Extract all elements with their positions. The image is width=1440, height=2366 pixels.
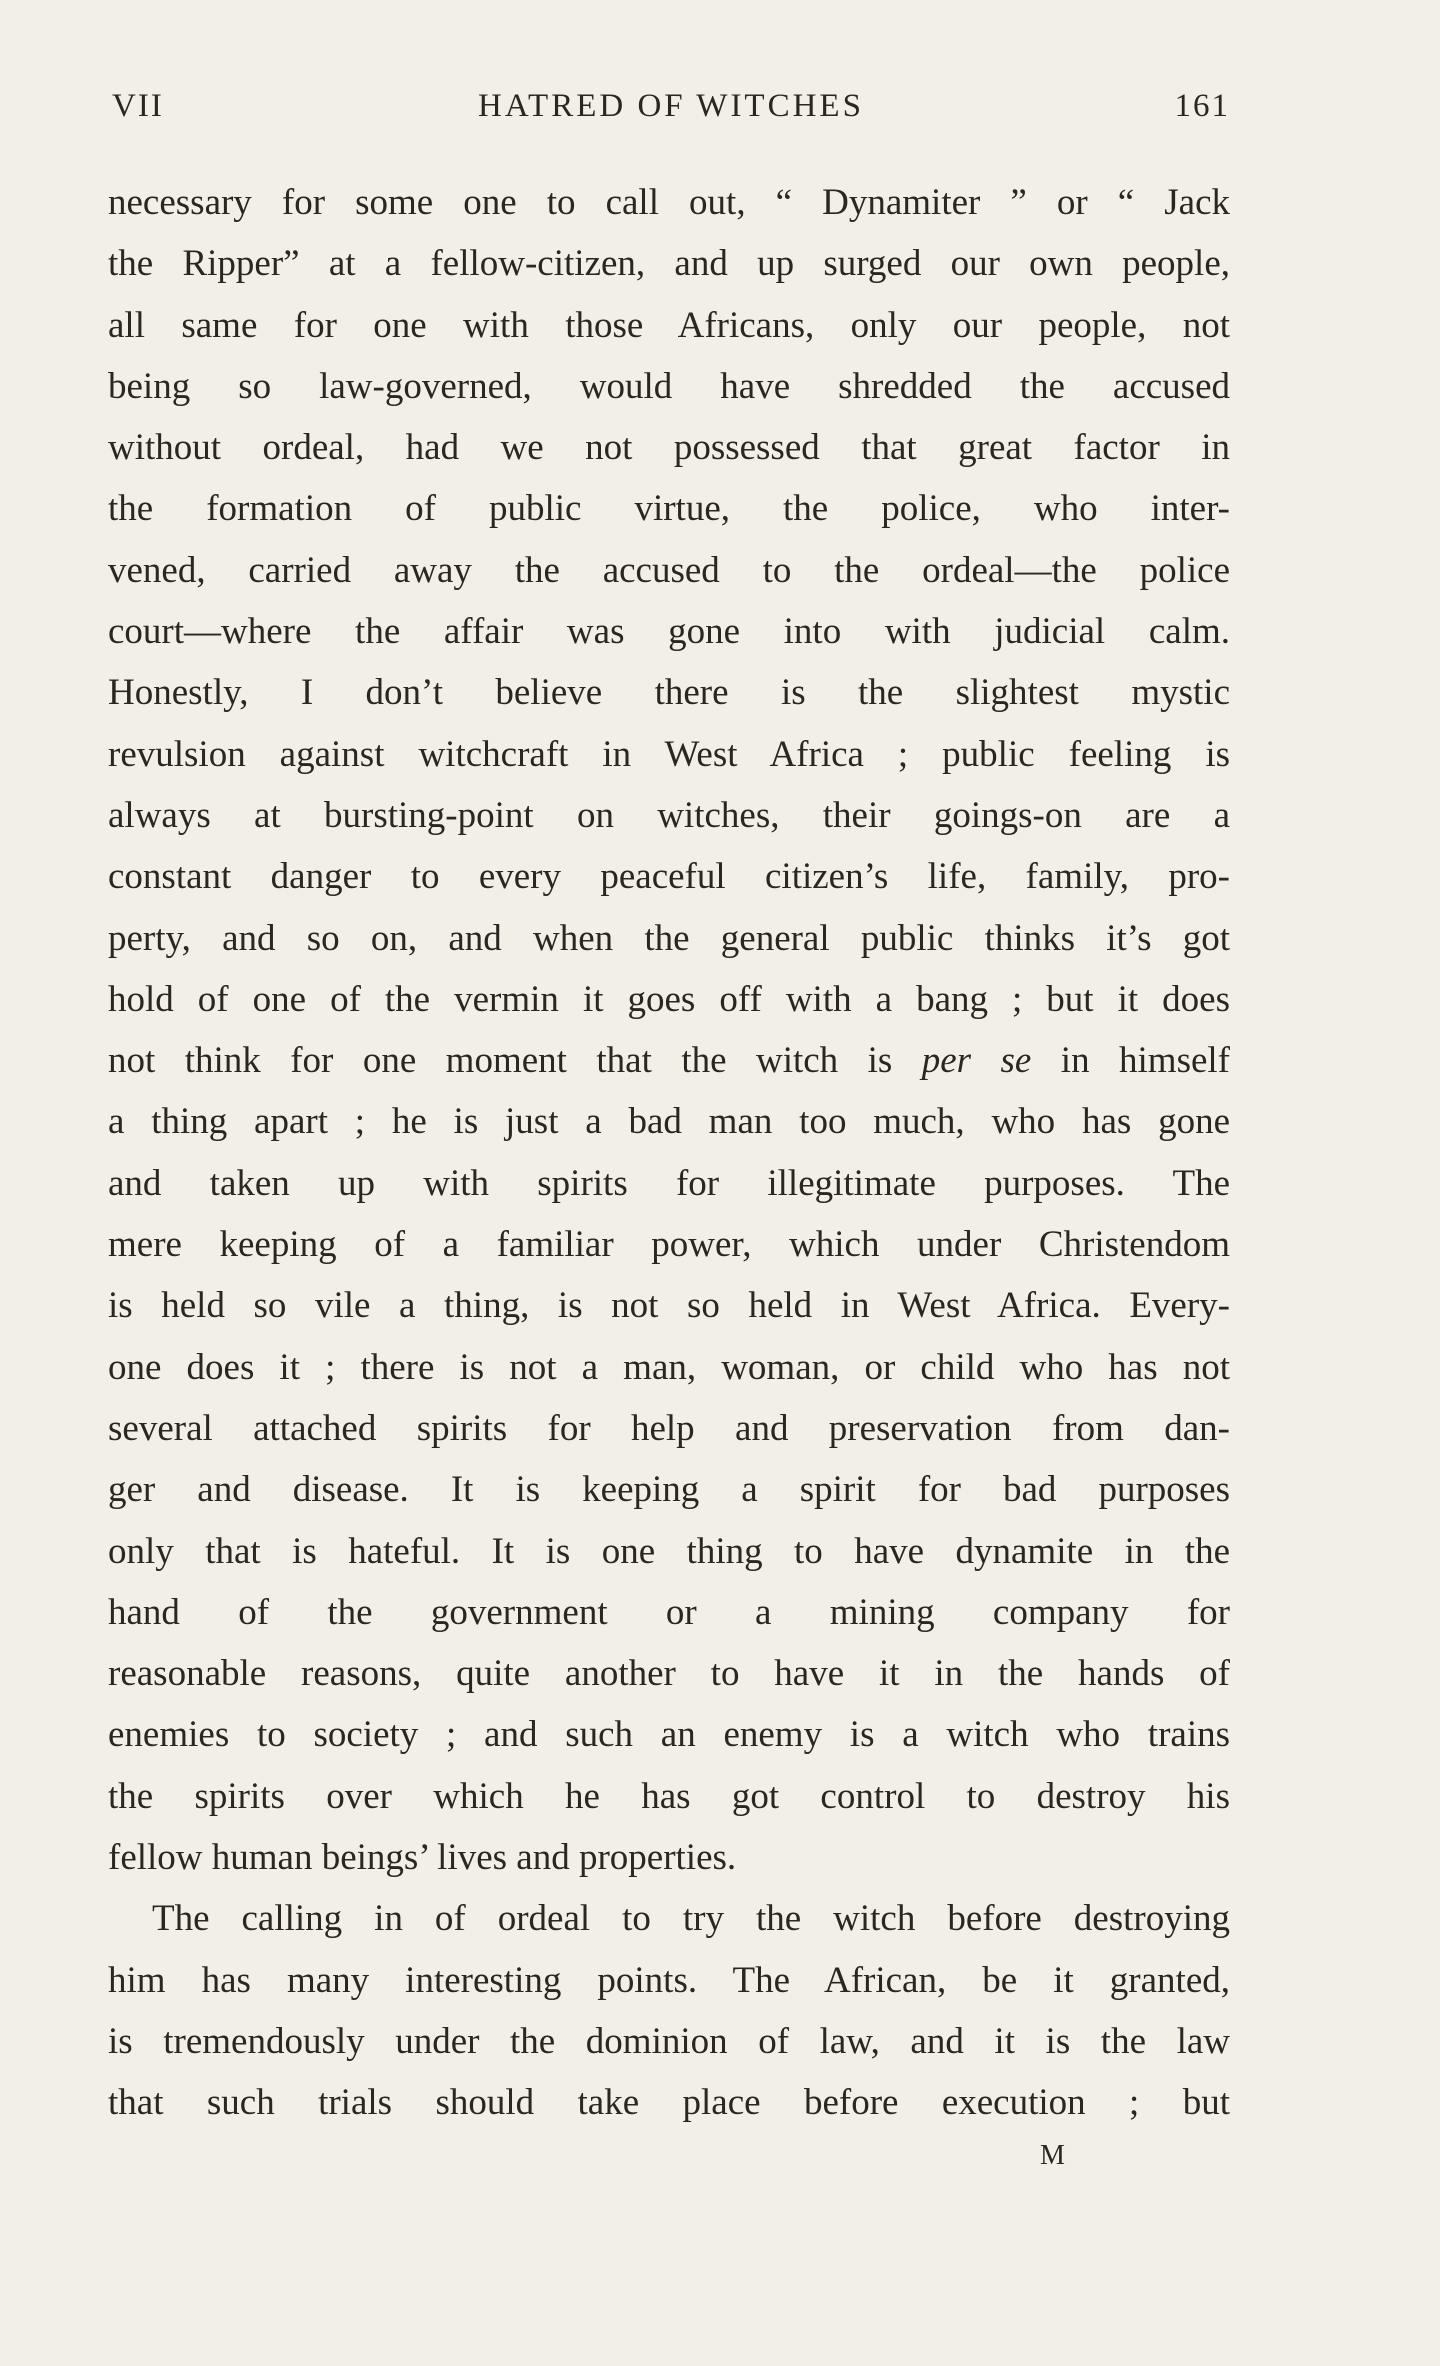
text-line: fellow human beings’ lives and properties. [108,1837,737,1879]
text-line: all same for one with those Africans, only our people, not [108,304,1230,346]
text-line: reasonable reasons, quite another to have it in the hands of [108,1653,1230,1695]
text-line: is held so vile a thing, is not so held in West Africa. Every- [108,1285,1230,1327]
text-line: only that is hateful. It is one thing to have dynamite in the [108,1530,1230,1572]
text-line: constant danger to every peaceful citizen’s life, family, pro- [108,856,1230,898]
text-line: several attached spirits for help and preservation from dan- [108,1407,1230,1449]
line-text-before: not think for one moment that the witch is [108,1040,922,1082]
text-line: the formation of public virtue, the police, who inter- [108,488,1230,530]
text-line-italic-phrase [108,1030,1230,1091]
text-line: revulsion against witchcraft in West Africa ; public feeling is [108,733,1230,775]
line-text-after: in himself [1031,1040,1230,1082]
text-line: enemies to society ; and such an enemy is a witch who trains [108,1714,1230,1756]
text-line: ger and disease. It is keeping a spirit for bad purposes [108,1469,1230,1511]
text-line: being so law-governed, would have shredded the accused [108,365,1230,407]
text-line: vened, carried away the accused to the ordeal—the police [108,549,1230,591]
running-head [112,88,1230,132]
page-number: 161 [1174,88,1230,124]
text-line: hold of one of the vermin it goes off with a bang ; but it does [108,978,1230,1020]
chapter-number: VII [112,88,164,124]
signature-mark: M [1040,2140,1066,2171]
text-line: him has many interesting points. The African, be it granted, [108,1959,1230,2001]
text-line: perty, and so on, and when the general public thinks it’s got [108,917,1230,959]
text-line: mere keeping of a familiar power, which under Christendom [108,1224,1230,1266]
text-line: always at bursting-point on witches, their goings-on are a [108,794,1230,836]
text-line: the spirits over which he has got control to destroy his [108,1775,1230,1817]
chapter-title: HATRED OF WITCHES [478,88,864,124]
italic-phrase: per se [921,1040,1032,1082]
text-line: and taken up with spirits for illegitimate purposes. The [108,1162,1230,1204]
text-line: necessary for some one to call out, “ Dynamiter ” or “ Jack [108,182,1230,223]
text-line: hand of the government or a mining company for [108,1591,1230,1633]
text-line: Honestly, I don’t believe there is the slightest mystic [108,672,1230,714]
text-line: is tremendously under the dominion of law, and it is the law [108,2020,1230,2062]
body-text [108,172,1230,2134]
text-line: The calling in of ordeal to try the witch before destroying [152,1898,1230,1940]
text-line: court—where the affair was gone into with judicial calm. [108,611,1230,653]
text-line: that such trials should take place before execution ; but [108,2082,1230,2124]
text-line: a thing apart ; he is just a bad man too much, who has gone [108,1101,1230,1143]
text-line: one does it ; there is not a man, woman, or child who has not [108,1346,1230,1388]
text-line: the Ripper” at a fellow-citizen, and up surged our own people, [108,243,1230,285]
text-line: without ordeal, had we not possessed that great factor in [108,427,1230,469]
